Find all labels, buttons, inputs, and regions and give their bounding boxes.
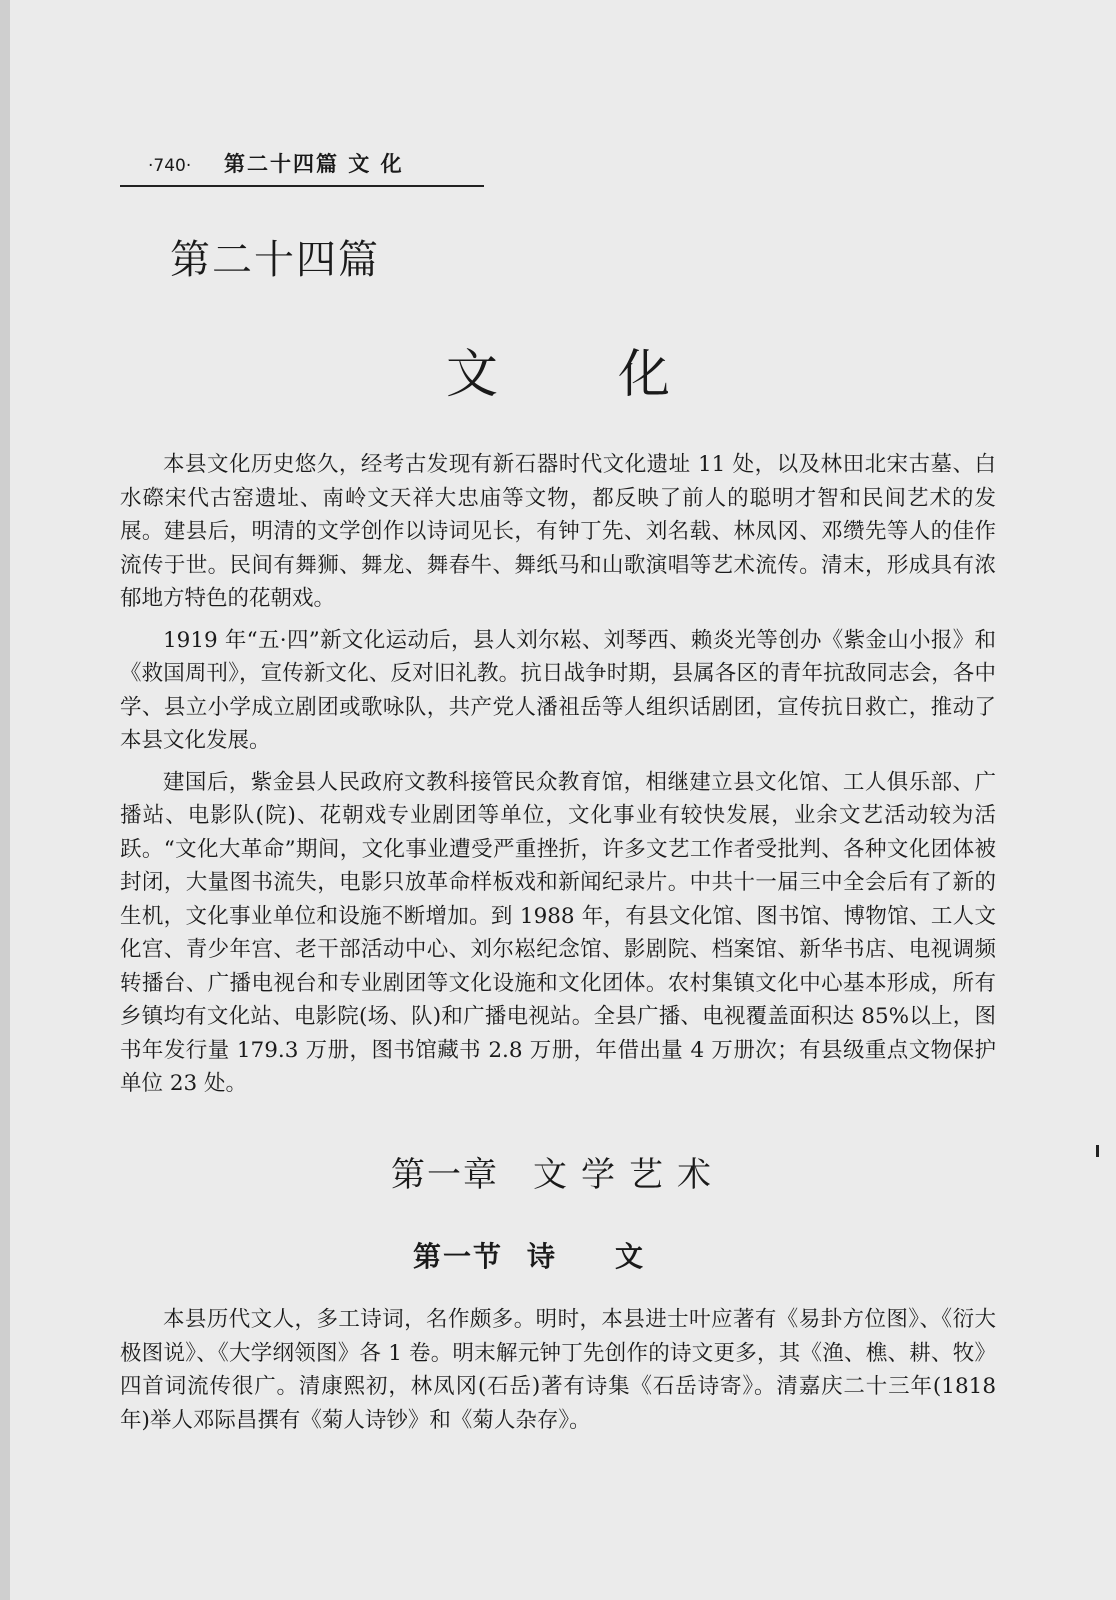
page-number: ·740· <box>148 156 192 176</box>
running-head-title: 第二十四篇 文 化 <box>223 152 404 176</box>
intro-paragraph: 1919 年“五·四”新文化运动后，县人刘尔崧、刘琴西、赖炎光等创办《紫金山小报》和《救国周刊》，宣传新文化、反对旧礼教。抗日战争时期，县属各区的青年抗敌同志会，各中学、县立小学成立剧团或歌咏队，共产党人潘祖岳等人组织话剧团，宣传抗日救亡，推动了本县文化发展。 <box>120 627 996 753</box>
page-edge-shadow <box>0 0 10 1600</box>
running-head <box>148 148 404 178</box>
intro-paragraph: 本县文化历史悠久，经考古发现有新石器时代文化遗址 11 处，以及林田北宋古墓、白水磜宋代古窑遗址、南岭文天祥大忠庙等文物，都反映了前人的聪明才智和民间艺术的发展。建县后，明清的文学创作以诗词见长，有钟丁先、刘名载、林凤冈、邓缵先等人的佳作流传于世。民间有舞狮、舞龙、舞春牛、舞纸马和山歌演唱等艺术流传。清末，形成具有浓郁地方特色的花朝戏。 <box>120 452 996 611</box>
part-title: 文化 <box>445 345 790 405</box>
scan-speck <box>1096 1145 1099 1157</box>
intro-paragraph: 建国后，紫金县人民政府文教科接管民众教育馆，相继建立县文化馆、工人俱乐部、广播站、电影队(院)、花朝戏专业剧团等单位，文化事业有较快发展，业余文艺活动较为活跃。“文化大革命”期间，文化事业遭受严重挫折，许多文艺工作者受批判、各种文化团体被封闭，大量图书流失，电影只放革命样板戏和新闻纪录片。中共十一届三中全会后有了新的生机，文化事业单位和设施不断增加。到 1988 年，有县文化馆、图书馆、博物馆、工人文化宫、青少年宫、老干部活动中心、刘尔崧纪念馆、影剧院、档案馆、新华书店、电视调频转播台、广播电视台和专业剧团等文化设施和文化团体。农村集镇文化中心基本形成，所有乡镇均有文化站、电影院(场、队)和广播电视站。全县广播、电视覆盖面积达 85%以上，图书年发行量 179.3 万册，图书馆藏书 2.8 万册，年借出量 4 万册次；有县级重点文物保护单位 23 处。 <box>120 769 996 1096</box>
intro-text <box>120 448 996 1109</box>
chapter-title: 文学艺术 <box>533 1155 725 1195</box>
header-rule <box>120 185 484 187</box>
section-heading <box>0 1235 1116 1275</box>
section-paragraph: 本县历代文人，多工诗词，名作颇多。明时，本县进士叶应著有《易卦方位图》、《衍大极图说》、《大学纲领图》各 1 卷。明末解元钟丁先创作的诗文更多，其《渔、樵、耕、牧》四首词流传很广。清康熙初，林凤冈(石岳)著有诗集《石岳诗寄》。清嘉庆二十三年(1818 年)举人邓际昌撰有《菊人诗钞》和《菊人杂存》。 <box>120 1307 996 1433</box>
part-label: 第二十四篇 <box>170 237 380 283</box>
section-text <box>120 1303 996 1445</box>
section-title: 诗文 <box>527 1240 704 1273</box>
chapter-heading <box>0 1147 1116 1196</box>
section-number: 第一节 <box>412 1240 503 1273</box>
chapter-number: 第一章 <box>391 1155 499 1195</box>
